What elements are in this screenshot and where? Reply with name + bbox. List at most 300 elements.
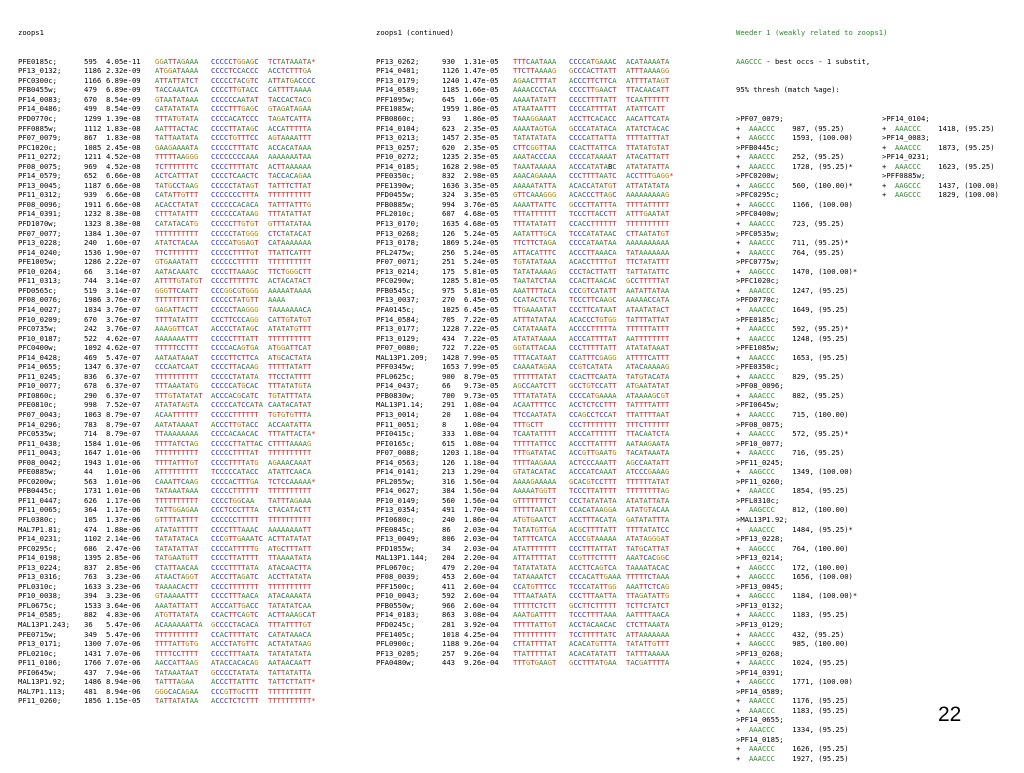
gene-id: PF14_0083; <box>18 94 62 104</box>
left-flank: GGATTAGAAA <box>155 56 199 66</box>
site-sequence: CCCCACATCCC <box>211 114 259 124</box>
p-value: 1.17e-06 <box>106 505 141 515</box>
site-sequence: TCCCTTTTAAA <box>569 610 617 620</box>
motif-hit: + AAGCCC 1184, (100.00)* <box>736 591 858 601</box>
left-flank: TTCTTTTTTT <box>155 247 199 257</box>
p-value: 1.01e-06 <box>106 438 141 448</box>
p-value: 6.66e-08 <box>106 180 141 190</box>
site-sequence: CCCCCCAATAT <box>211 94 259 104</box>
gene-id: PFE1390w; <box>376 180 415 190</box>
site-sequence: CCCTTCCCAGG <box>211 314 259 324</box>
p-value: 2.14e-06 <box>106 534 141 544</box>
site-row <box>18 458 370 468</box>
position: 394 <box>84 591 97 601</box>
weeder-subtitle <box>736 57 1018 67</box>
gene-header: >PF10_0077; <box>736 438 784 448</box>
position: 763 <box>84 572 97 582</box>
gene-header: >PF13_0045; <box>736 581 784 591</box>
left-flank: TTTTATTTGT <box>155 457 199 467</box>
site-row <box>18 420 370 430</box>
left-flank: TTTTATTGTG <box>155 639 199 649</box>
position: 1235 <box>442 152 460 162</box>
weeder-row <box>736 696 1018 706</box>
site-row <box>18 181 370 191</box>
gene-id: PF10_0272; <box>376 152 420 162</box>
position: 623 <box>442 123 455 133</box>
p-value: 8.94e-06 <box>106 686 141 696</box>
site-sequence: CCCCCTTTTAT <box>211 448 259 458</box>
gene-id: PFA0480w; <box>376 658 415 668</box>
site-sequence: CCCCCTATGTT <box>211 295 259 305</box>
right-flank: TATTTTATTT <box>626 400 670 410</box>
site-row <box>376 496 730 506</box>
gene-id: MAL7P1.81; <box>18 524 62 534</box>
weeder-row <box>736 410 1018 420</box>
left-flank: TTCCAATATA <box>513 409 557 419</box>
left-flank: AAACAGAAAA <box>513 171 557 181</box>
site-sequence: TCCCTTCAAGC <box>569 295 617 305</box>
p-value: 1.39e-08 <box>106 114 141 124</box>
right-flank: GATATATTTA <box>626 514 670 524</box>
right-flank: ACTATATAAG <box>268 639 312 649</box>
p-value: 8.54e-09 <box>106 94 141 104</box>
motif-hit: + AAGCCC 1437, (100.00) <box>882 180 999 190</box>
weeder-row <box>736 381 1018 391</box>
right-flank: ATATATGTTT <box>268 324 312 334</box>
site-row <box>18 639 370 649</box>
left-flank: AAATGATTTT <box>513 610 557 620</box>
weeder-row <box>736 563 1018 573</box>
weeder-row <box>736 677 1018 687</box>
right-flank: AGTAAAATTT <box>268 133 312 143</box>
left-flank: TTTTTTTTTT <box>155 228 199 238</box>
right-flank: AAATTCTCAG <box>626 581 670 591</box>
gene-id: PFC0300c; <box>18 75 57 85</box>
position: 1285 <box>442 276 460 286</box>
motif-hit: + AAACCC 252, (95.25) <box>736 152 845 162</box>
position: 1384 <box>84 228 102 238</box>
gene-id: PF13_0179; <box>376 75 420 85</box>
site-row <box>376 66 730 76</box>
position: 364 <box>84 505 97 515</box>
left-flank: TATAAATAAT <box>155 667 199 677</box>
site-row <box>18 505 370 515</box>
p-value: 2.47e-06 <box>106 543 141 553</box>
right-flank: CTCTATACAT <box>268 228 312 238</box>
gene-id: PFL0900c; <box>376 639 415 649</box>
p-value: 5.47e-07 <box>106 352 141 362</box>
site-sequence: CCCCCTTATTAC <box>211 438 263 448</box>
left-flank: TTTTTCTCTT <box>513 600 557 610</box>
weeder-row <box>736 324 1018 334</box>
gene-id: PF14_0585; <box>18 610 62 620</box>
gene-id: PF13_0268; <box>376 228 420 238</box>
gene-id: PF07_0077; <box>18 228 62 238</box>
weeder-hit-list <box>736 114 1018 763</box>
motif-hit: + AAACCC 1653, (95.25) <box>736 352 849 362</box>
gene-id: PFL0670c; <box>376 562 415 572</box>
position: 744 <box>84 276 97 286</box>
position: 1232 <box>84 209 102 219</box>
site-row <box>376 477 730 487</box>
left-flank: CCATACTCTA <box>513 295 557 305</box>
left-flank: TTCTTCTAGA <box>513 238 557 248</box>
site-row <box>18 544 370 554</box>
gene-id: PF08_0076; <box>18 295 62 305</box>
weeder-row <box>736 334 1018 344</box>
site-row <box>18 66 370 76</box>
site-row <box>376 76 730 86</box>
weeder-row <box>736 276 1018 286</box>
weeder-row <box>736 133 1018 143</box>
site-sequence: ACACCTTTTGT <box>569 257 617 267</box>
gene-id: PFL0310c; <box>18 581 57 591</box>
gene-header: >PF08_0096; <box>736 381 784 391</box>
site-sequence: CCCCATAAAAT <box>569 152 617 162</box>
position: 1628 <box>442 161 460 171</box>
weeder-row <box>736 458 1018 468</box>
site-row <box>18 114 370 124</box>
position: 722 <box>442 343 455 353</box>
position: 1869 <box>442 238 460 248</box>
position: 437 <box>84 667 97 677</box>
site-row <box>376 525 730 535</box>
gene-id: PF13_0214; <box>376 266 420 276</box>
p-value: 8.79e-05 <box>464 371 499 381</box>
left-flank: TTTGTATATAT <box>155 390 203 400</box>
left-flank: AAAAAAATTT <box>155 333 199 343</box>
position: 34 <box>442 543 451 553</box>
site-row <box>376 572 730 582</box>
gene-id: PF13_0224; <box>18 562 62 572</box>
motif-hit: + AAACCC 715, (100.00) <box>736 409 849 419</box>
gene-id: PF14_0584; <box>376 314 420 324</box>
position: 1584 <box>84 438 102 448</box>
left-flank: ATATCTACAA <box>155 238 199 248</box>
p-value: 5.24e-05 <box>464 257 499 267</box>
left-flank: CCATGTTTCC <box>513 581 557 591</box>
motif-hit: + AAGCCC 985, (100.00) <box>736 639 849 649</box>
gene-id: PFC0295c; <box>18 543 57 553</box>
p-value: 6.37e-07 <box>106 390 141 400</box>
site-row <box>376 410 730 420</box>
left-flank: GGGTTCAATT <box>155 285 199 295</box>
site-row <box>376 381 730 391</box>
left-flank: TAAAGGAAAT <box>513 114 557 124</box>
gene-id: PF14_0183; <box>376 610 420 620</box>
site-row <box>376 649 730 659</box>
left-flank: ATTACATTTC <box>513 247 557 257</box>
motif-hit: + AAGCCC 764, (100.00) <box>736 543 849 553</box>
weeder-row <box>736 525 1018 535</box>
right-flank: TATTATATTA <box>268 667 312 677</box>
gene-id: PFC0535w; <box>18 429 57 439</box>
gene-id: PF11_0051; <box>376 419 420 429</box>
weeder-row <box>736 219 1018 229</box>
site-row <box>18 372 370 382</box>
p-value: 3.23e-06 <box>106 572 141 582</box>
right-flank: TTTTATATCC <box>626 524 670 534</box>
site-sequence: CCCCCCTTTTT <box>211 257 259 267</box>
motif-hit: + AAACCC 1873, (95.25) <box>882 142 995 152</box>
weeder-row <box>736 295 1018 305</box>
gene-id: PF14_0563; <box>376 457 420 467</box>
site-row <box>376 639 730 649</box>
p-value: 9.26e-04 <box>464 639 499 649</box>
right-flank: TTTATTTTGT <box>268 620 312 629</box>
right-flank: AAAAAAATAA <box>268 152 312 162</box>
position: 966 <box>442 600 455 610</box>
weeder-row <box>736 744 1018 754</box>
p-value: 1.01e-06 <box>106 476 141 486</box>
right-flank: AAATCACGGC <box>626 553 670 563</box>
p-value: 5.81e-05 <box>464 276 499 286</box>
site-sequence: TCCCCCATACC <box>211 467 259 477</box>
position: 20 <box>442 409 451 419</box>
right-flank: TTTTTTTTTT <box>626 219 670 229</box>
site-sequence: ACCCGTAAAAA <box>569 534 617 544</box>
p-value: 2.60e-04 <box>464 572 499 582</box>
motif-hit: + AAACCC 1649, (95.25) <box>736 304 849 314</box>
p-value: 5.81e-05 <box>464 285 499 295</box>
left-flank: TTTGTGAAGT <box>513 658 557 668</box>
site-row <box>18 305 370 315</box>
motif-hit: + AAACCC 1728, (95.25)* <box>736 161 853 171</box>
p-value: 1.18e-04 <box>464 457 499 467</box>
site-row <box>376 295 730 305</box>
motif-hit: + AAACCC 829, (95.25) <box>736 371 845 381</box>
position: 1240 <box>442 75 460 85</box>
p-value: 5.24e-05 <box>464 247 499 257</box>
weeder-row <box>736 181 1018 191</box>
gene-id: PF10_0043; <box>376 591 420 601</box>
site-row <box>376 658 730 668</box>
site-sequence: CCCCCTTTTTT <box>211 486 259 496</box>
motif-hit: + AAACCC 1854, (95.25) <box>736 486 849 496</box>
site-row <box>18 630 370 640</box>
right-flank: TTTATTACTA* <box>268 429 316 439</box>
p-value: 8.38e-08 <box>106 219 141 229</box>
site-row <box>376 505 730 515</box>
left-flank: TTATTTTTAT <box>513 648 557 658</box>
position: 1395 <box>84 553 102 563</box>
left-flank: TATATATATA <box>513 562 557 572</box>
p-value: 2.35e-05 <box>464 152 499 162</box>
right-flank: TTTTTTATAT <box>626 476 670 486</box>
position: 1943 <box>84 457 102 467</box>
gene-id: PFL0210c; <box>18 648 57 658</box>
motif-hit: + AAGCCC 1593, (100.00) <box>736 133 853 143</box>
right-flank: ACTTAAAAAA <box>268 161 312 171</box>
weeder-row <box>736 229 1018 239</box>
site-sequence: CCCGTTGAAATC <box>211 534 263 544</box>
right-flank: TATTTATTTG <box>268 199 312 209</box>
p-value: 9.26e-04 <box>464 648 499 658</box>
right-flank: CAATACATAT <box>268 400 312 410</box>
left-flank: ACAATTTTCC <box>513 400 557 410</box>
site-sequence: CCACATAAGGA <box>569 505 617 515</box>
weeder-row <box>736 209 1018 219</box>
position: 714 <box>84 429 97 439</box>
gene-id: PF11_0065; <box>18 505 62 515</box>
site-row <box>376 467 730 477</box>
site-sequence: ACACCATATGT <box>569 180 617 190</box>
gene-id: PFD0245c; <box>376 620 415 629</box>
position: 867 <box>84 133 97 143</box>
right-flank: TAGATCATTA <box>268 114 312 124</box>
gene-header: >PF08_0075; <box>736 419 784 429</box>
left-flank: CTTATTTTAT <box>513 639 557 649</box>
gene-id: PFE0350c; <box>376 171 415 181</box>
position: 8 <box>442 419 447 429</box>
position: 499 <box>84 104 97 114</box>
motif-hit: + AAACCC 1247, (95.25) <box>736 285 849 295</box>
site-sequence: ACCCTTAGATC <box>211 572 259 582</box>
site-sequence: CCCTTTTTTTT <box>569 419 617 429</box>
gene-id: PF14_0240; <box>18 247 62 257</box>
weeder-row <box>736 582 1018 592</box>
left-flank: TTTGCTT <box>513 419 544 429</box>
site-sequence: ACCCATATABC <box>569 161 617 171</box>
left-flank: CATATAAATA <box>513 324 557 334</box>
right-flank: ATTATGACCCC <box>268 75 316 85</box>
gene-id: PF10_0077; <box>18 381 62 391</box>
column-header: zoops1 (continued) <box>376 28 454 38</box>
position: 939 <box>84 190 97 200</box>
p-value: 3.76e-07 <box>106 295 141 305</box>
p-value: 1.86e-04 <box>464 514 499 524</box>
site-sequence: CCACTTTTATC <box>211 629 259 639</box>
site-sequence: CCACTTCAGTC <box>211 610 259 620</box>
weeder-row <box>736 343 1018 353</box>
gene-header: >PFD0770c; <box>736 295 780 305</box>
gene-id: PFE0185c; <box>18 56 57 66</box>
right-flank: AATAACAATT <box>268 658 312 668</box>
weeder-row <box>736 572 1018 582</box>
site-row <box>376 591 730 601</box>
p-value: 1.29e-04 <box>464 467 499 477</box>
left-flank: CTTCGGTTAA <box>513 142 557 152</box>
gene-id: PFI0680c; <box>376 514 415 524</box>
position: 563 <box>84 476 97 486</box>
left-flank: TATTTAGAA <box>155 677 194 687</box>
p-value: 1.83e-08 <box>106 123 141 133</box>
right-flank: CATAAAAAAA <box>268 238 312 248</box>
position: 1063 <box>84 409 102 419</box>
site-sequence: GCCCCTACACA <box>211 620 259 629</box>
left-flank: AATATTTGCA <box>513 228 557 238</box>
site-row <box>376 229 730 239</box>
weeder-row <box>736 200 1018 210</box>
site-row <box>376 343 730 353</box>
position: 481 <box>84 686 97 696</box>
gene-id: PF14_0428; <box>18 352 62 362</box>
site-row <box>376 324 730 334</box>
site-sequence: CCCCTCCACCC <box>211 66 259 76</box>
gene-id: MAL13P1.92; <box>18 677 66 687</box>
site-sequence: CCCCCTATATA <box>211 371 259 381</box>
right-flank: ATATAGGGAT <box>626 534 670 544</box>
position: 1018 <box>442 629 460 639</box>
p-value: 5.24e-05 <box>464 228 499 238</box>
p-value: 1.86e-05 <box>464 104 499 114</box>
right-flank: TATTCTTATT* <box>268 677 316 687</box>
left-flank: TATTAATATA <box>155 133 199 143</box>
gene-header: >PFE1085w; <box>736 343 780 353</box>
gene-header: >PFE0350c; <box>736 362 780 372</box>
p-value: 1.01e-06 <box>106 457 141 467</box>
site-row <box>18 439 370 449</box>
site-sequence: CCCCACTTTGA <box>211 476 259 486</box>
site-row <box>376 553 730 563</box>
site-sequence: CCCCATAATAA <box>569 238 617 248</box>
left-flank: GTAATATAAA <box>155 94 199 104</box>
p-value: 6.37e-07 <box>106 362 141 372</box>
left-flank: GTAAAAATTT <box>155 591 199 601</box>
right-flank: TTTTTTTTTT <box>268 486 312 496</box>
gene-header: >PF14_0104; <box>882 114 930 124</box>
p-value: 2.35e-05 <box>464 123 499 133</box>
site-row <box>376 544 730 554</box>
site-sequence: CCCTTCATAAT <box>569 304 617 314</box>
position: 66 <box>442 381 451 391</box>
weeder-row <box>736 171 1018 181</box>
position: 44 <box>84 467 93 477</box>
right-flank: ATAATATACT <box>626 304 670 314</box>
gene-id: PF11_0260; <box>18 696 62 706</box>
site-row <box>18 219 370 229</box>
site-sequence: CCCCTGGCAA <box>211 495 255 505</box>
left-flank: AATACAAATC <box>155 266 199 276</box>
weeder-row <box>736 238 1018 248</box>
p-value: 8.94e-06 <box>106 677 141 687</box>
right-flank: ATTTAAAAGG <box>626 66 670 76</box>
gene-id: PF11_0272; <box>18 152 62 162</box>
site-sequence: TCCCTTACCTT <box>569 209 617 219</box>
motif-hit: + AAGCCC 560, (100.00)* <box>736 180 853 190</box>
position: 783 <box>84 419 97 429</box>
site-sequence: CCCCTCAACTC <box>211 171 259 181</box>
gene-id: PFB0860c; <box>376 114 415 124</box>
gene-id: MAL13P1.14; <box>376 400 424 410</box>
left-flank: TTTATATATA <box>513 390 557 400</box>
gene-id: PF07_0079; <box>18 133 62 143</box>
p-value: 3.14e-07 <box>106 276 141 286</box>
left-flank: ACAAAAAATTA <box>155 620 203 629</box>
left-flank: TTTAATAATA <box>513 591 557 601</box>
left-flank: ATTTATATAA <box>513 314 557 324</box>
site-row <box>18 467 370 477</box>
p-value: 2.60e-04 <box>464 581 499 591</box>
site-sequence: CCCTTTAATTA <box>569 591 617 601</box>
p-value: 1.56e-04 <box>464 486 499 496</box>
weeder-row <box>736 620 1018 630</box>
left-flank: TTTATTTTTT <box>513 209 557 219</box>
p-value: 6.66e-08 <box>106 190 141 200</box>
zoops1-column <box>18 9 370 715</box>
right-flank: AACATTCATA <box>626 114 670 124</box>
p-value: 8.54e-09 <box>106 104 141 114</box>
site-row <box>18 57 370 67</box>
site-row <box>18 391 370 401</box>
gene-header: >PF13_0214; <box>736 553 784 563</box>
right-flank: AAAAAAAAAA <box>626 238 670 248</box>
site-row <box>18 515 370 525</box>
position: 291 <box>442 400 455 410</box>
site-row <box>376 439 730 449</box>
left-flank: CATATTGTTT <box>155 190 199 200</box>
left-flank: TAAAACACTT <box>155 581 199 591</box>
